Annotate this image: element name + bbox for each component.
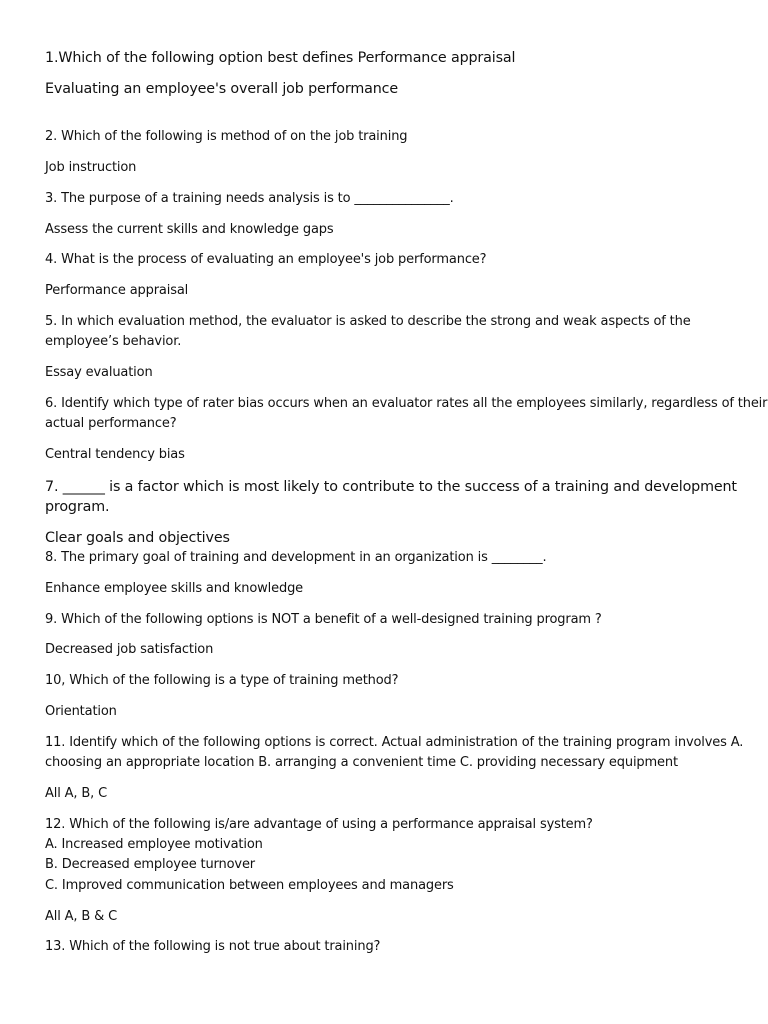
answer-5: Essay evaluation (45, 365, 153, 380)
answer-7: Clear goals and objectives (45, 530, 230, 546)
question-6-line-2: actual performance? (45, 416, 177, 431)
question-8: 8. The primary goal of training and development in an organization is ________. (45, 550, 547, 565)
answer-4: Performance appraisal (45, 283, 189, 298)
question-11-line-1: 11. Identify which of the following options is correct. Actual administration of the training program involves A. (45, 735, 744, 750)
question-5-line-2: employee’s behavior. (45, 334, 182, 349)
question-3: 3. The purpose of a training needs analysis is to _______________. (45, 191, 454, 206)
answer-8: Enhance employee skills and knowledge (45, 581, 304, 596)
answer-12: All A, B & C (45, 909, 118, 924)
question-4: 4. What is the process of evaluating an employee's job performance? (45, 252, 487, 267)
answer-2: Job instruction (45, 160, 137, 175)
question-11-line-2: choosing an appropriate location B. arranging a convenient time C. providing necessary equipment (45, 755, 678, 770)
question-10: 10, Which of the following is a type of training method? (45, 673, 399, 688)
question-7-line-2: program. (45, 499, 110, 515)
answer-10: Orientation (45, 704, 117, 719)
question-12-option-b: B. Decreased employee turnover (45, 857, 256, 872)
question-12-option-c: C. Improved communication between employees and managers (45, 878, 454, 893)
question-7-line-1: 7. ______ is a factor which is most likely to contribute to the success of a training and development (45, 479, 737, 495)
question-12: 12. Which of the following is/are advantage of using a performance appraisal system? (45, 817, 593, 832)
question-9: 9. Which of the following options is NOT a benefit of a well-designed training program ? (45, 612, 602, 627)
answer-6: Central tendency bias (45, 447, 185, 462)
question-6-line-1: 6. Identify which type of rater bias occurs when an evaluator rates all the employees similarly, regardless of their (45, 396, 768, 411)
question-5-line-1: 5. In which evaluation method, the evaluator is asked to describe the strong and weak aspects of the (45, 314, 691, 329)
answer-9: Decreased job satisfaction (45, 642, 214, 657)
answer-3: Assess the current skills and knowledge gaps (45, 222, 334, 237)
question-13: 13. Which of the following is not true about training? (45, 939, 381, 954)
question-2: 2. Which of the following is method of on the job training (45, 129, 408, 144)
answer-1: Evaluating an employee's overall job performance (45, 81, 399, 97)
answer-11: All A, B, C (45, 786, 108, 801)
question-1: 1.Which of the following option best defines Performance appraisal (45, 50, 516, 66)
question-12-option-a: A. Increased employee motivation (45, 837, 263, 852)
